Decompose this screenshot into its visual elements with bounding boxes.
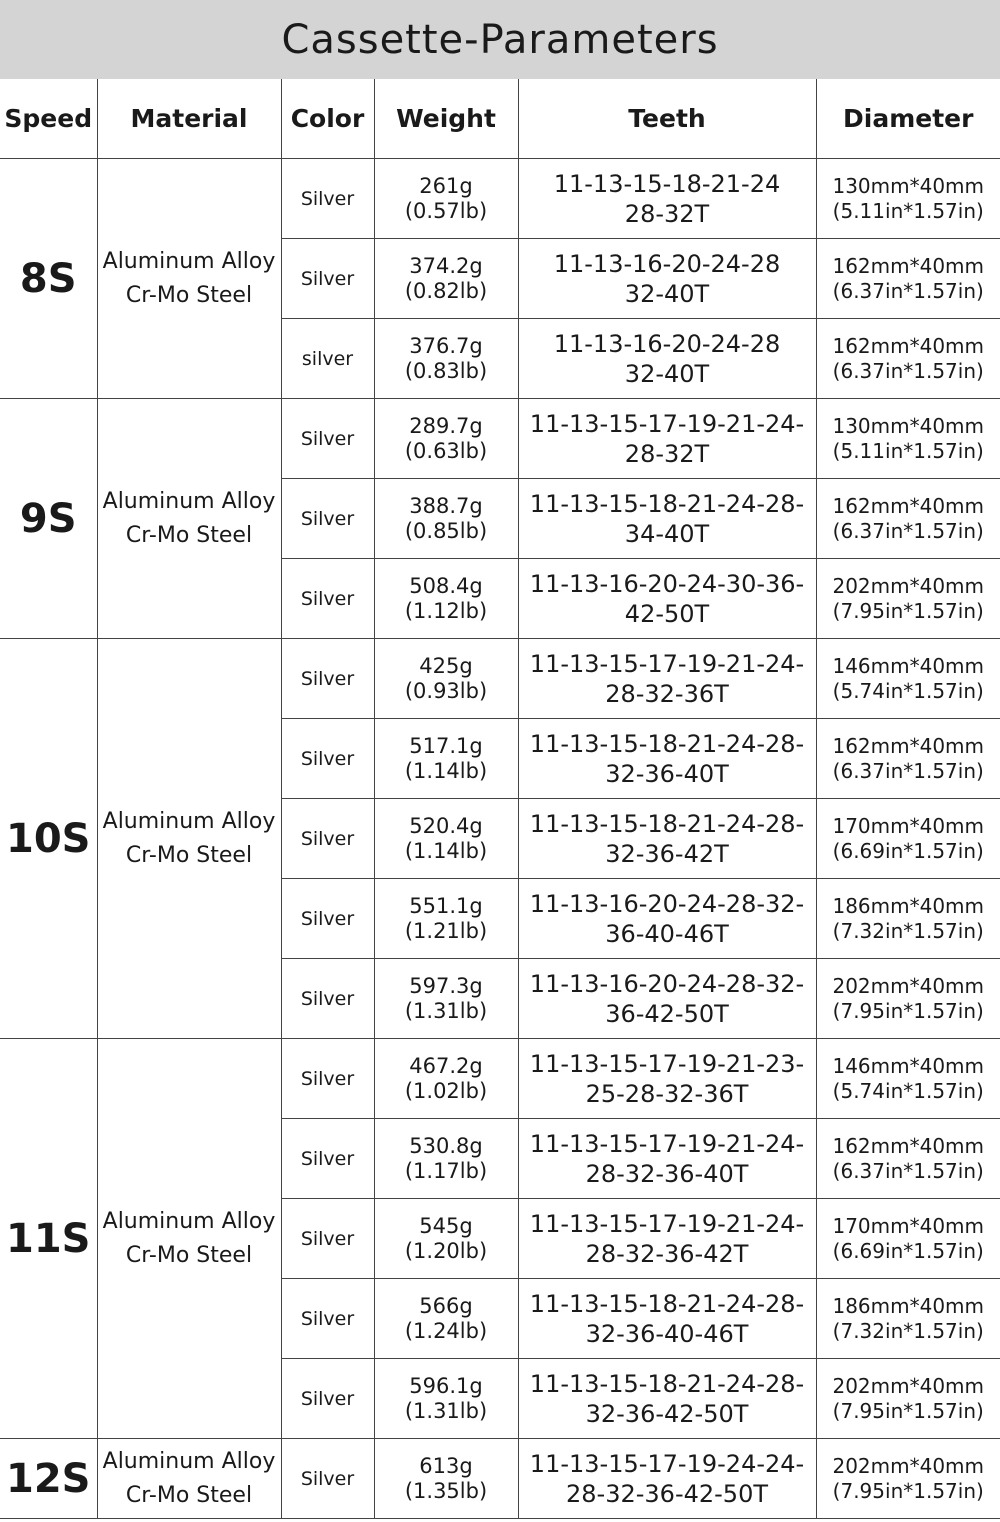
weight-pounds: (1.24lb) bbox=[404, 1318, 488, 1343]
teeth-line-1: 11-13-15-17-19-21-24- bbox=[529, 1129, 805, 1158]
teeth-line-2: 28-32-36-40T bbox=[585, 1159, 749, 1188]
teeth-line-1: 11-13-15-18-21-24-28- bbox=[529, 729, 805, 758]
weight-grams: 597.3g bbox=[409, 973, 483, 998]
diameter-mm: 202mm*40mm bbox=[832, 973, 985, 998]
color-cell: Silver bbox=[281, 399, 374, 479]
weight-cell bbox=[374, 719, 518, 799]
material-cell bbox=[97, 639, 281, 1039]
diameter-cell bbox=[816, 719, 1000, 799]
diameter-mm: 130mm*40mm bbox=[832, 413, 985, 438]
diameter-inches: (7.95in*1.57in) bbox=[832, 1398, 984, 1423]
diameter-inches: (6.37in*1.57in) bbox=[832, 518, 984, 543]
weight-cell bbox=[374, 1279, 518, 1359]
diameter-mm: 170mm*40mm bbox=[832, 813, 985, 838]
diameter-inches: (6.37in*1.57in) bbox=[832, 278, 984, 303]
table-row bbox=[0, 399, 1000, 479]
teeth-line-2: 28-32T bbox=[624, 199, 710, 228]
teeth-cell bbox=[518, 1359, 816, 1439]
diameter-cell bbox=[816, 559, 1000, 639]
material-primary: Aluminum Alloy bbox=[102, 488, 276, 514]
color-cell: Silver bbox=[281, 879, 374, 959]
teeth-cell bbox=[518, 719, 816, 799]
diameter-cell bbox=[816, 799, 1000, 879]
diameter-mm: 186mm*40mm bbox=[832, 893, 985, 918]
weight-cell bbox=[374, 479, 518, 559]
material-cell bbox=[97, 399, 281, 639]
color-cell: Silver bbox=[281, 1279, 374, 1359]
diameter-cell bbox=[816, 639, 1000, 719]
teeth-cell bbox=[518, 959, 816, 1039]
diameter-mm: 146mm*40mm bbox=[832, 1053, 985, 1078]
color-cell: Silver bbox=[281, 1199, 374, 1279]
weight-pounds: (1.21lb) bbox=[404, 918, 488, 943]
color-cell: Silver bbox=[281, 1439, 374, 1519]
diameter-inches: (6.69in*1.57in) bbox=[832, 1238, 984, 1263]
color-cell: Silver bbox=[281, 719, 374, 799]
diameter-mm: 202mm*40mm bbox=[832, 573, 985, 598]
diameter-mm: 162mm*40mm bbox=[832, 1133, 985, 1158]
teeth-line-2: 32-36-42T bbox=[605, 839, 729, 868]
diameter-cell bbox=[816, 879, 1000, 959]
material-primary: Aluminum Alloy bbox=[102, 1208, 276, 1234]
teeth-line-2: 32-40T bbox=[624, 279, 710, 308]
page-title: Cassette-Parameters bbox=[0, 0, 1000, 79]
diameter-mm: 162mm*40mm bbox=[832, 253, 985, 278]
color-cell: Silver bbox=[281, 959, 374, 1039]
weight-cell bbox=[374, 879, 518, 959]
weight-pounds: (0.63lb) bbox=[404, 438, 488, 463]
diameter-inches: (7.95in*1.57in) bbox=[832, 598, 984, 623]
weight-grams: 596.1g bbox=[409, 1373, 483, 1398]
material-secondary: Cr-Mo Steel bbox=[125, 1482, 253, 1508]
weight-cell bbox=[374, 159, 518, 239]
header-speed: Speed bbox=[0, 79, 97, 159]
color-cell: Silver bbox=[281, 159, 374, 239]
diameter-inches: (6.37in*1.57in) bbox=[832, 758, 984, 783]
diameter-mm: 162mm*40mm bbox=[832, 733, 985, 758]
teeth-line-1: 11-13-15-17-19-24-24- bbox=[529, 1449, 805, 1478]
color-cell: Silver bbox=[281, 239, 374, 319]
diameter-cell bbox=[816, 239, 1000, 319]
diameter-inches: (6.37in*1.57in) bbox=[832, 1158, 984, 1183]
diameter-inches: (5.74in*1.57in) bbox=[832, 1078, 984, 1103]
diameter-cell bbox=[816, 1119, 1000, 1199]
weight-pounds: (0.93lb) bbox=[404, 678, 488, 703]
diameter-inches: (7.32in*1.57in) bbox=[832, 1318, 984, 1343]
color-cell: Silver bbox=[281, 479, 374, 559]
table-row bbox=[0, 159, 1000, 239]
teeth-cell bbox=[518, 399, 816, 479]
diameter-mm: 130mm*40mm bbox=[832, 173, 985, 198]
color-cell: Silver bbox=[281, 1359, 374, 1439]
teeth-line-1: 11-13-15-18-21-24-28- bbox=[529, 1289, 805, 1318]
weight-cell bbox=[374, 799, 518, 879]
weight-cell bbox=[374, 1039, 518, 1119]
material-cell bbox=[97, 159, 281, 399]
teeth-line-1: 11-13-15-17-19-21-23- bbox=[529, 1049, 805, 1078]
teeth-line-1: 11-13-16-20-24-28 bbox=[553, 329, 781, 358]
teeth-line-2: 32-36-40-46T bbox=[585, 1319, 749, 1348]
weight-grams: 517.1g bbox=[409, 733, 483, 758]
weight-cell bbox=[374, 1359, 518, 1439]
weight-pounds: (1.31lb) bbox=[404, 1398, 488, 1423]
diameter-mm: 202mm*40mm bbox=[832, 1373, 985, 1398]
teeth-cell bbox=[518, 559, 816, 639]
teeth-line-1: 11-13-16-20-24-28-32- bbox=[529, 889, 805, 918]
weight-grams: 530.8g bbox=[409, 1133, 483, 1158]
teeth-cell bbox=[518, 1039, 816, 1119]
diameter-cell bbox=[816, 1199, 1000, 1279]
teeth-line-2: 28-32T bbox=[624, 439, 710, 468]
teeth-cell bbox=[518, 239, 816, 319]
speed-cell: 12S bbox=[0, 1439, 97, 1519]
diameter-inches: (5.11in*1.57in) bbox=[832, 198, 984, 223]
teeth-line-2: 32-40T bbox=[624, 359, 710, 388]
teeth-line-2: 28-32-36-42T bbox=[585, 1239, 749, 1268]
speed-cell: 10S bbox=[0, 639, 97, 1039]
weight-grams: 374.2g bbox=[409, 253, 483, 278]
teeth-line-1: 11-13-16-20-24-30-36- bbox=[529, 569, 805, 598]
diameter-mm: 146mm*40mm bbox=[832, 653, 985, 678]
teeth-line-1: 11-13-15-17-19-21-24- bbox=[529, 409, 805, 438]
weight-pounds: (1.14lb) bbox=[404, 838, 488, 863]
diameter-inches: (6.69in*1.57in) bbox=[832, 838, 984, 863]
teeth-cell bbox=[518, 1119, 816, 1199]
weight-grams: 551.1g bbox=[409, 893, 483, 918]
material-cell bbox=[97, 1439, 281, 1519]
material-primary: Aluminum Alloy bbox=[102, 248, 276, 274]
weight-grams: 467.2g bbox=[409, 1053, 483, 1078]
color-cell: Silver bbox=[281, 639, 374, 719]
diameter-mm: 170mm*40mm bbox=[832, 1213, 985, 1238]
diameter-cell bbox=[816, 1039, 1000, 1119]
weight-pounds: (1.02lb) bbox=[404, 1078, 488, 1103]
teeth-cell bbox=[518, 1279, 816, 1359]
material-primary: Aluminum Alloy bbox=[102, 1448, 276, 1474]
diameter-cell bbox=[816, 1439, 1000, 1519]
weight-grams: 566g bbox=[419, 1293, 473, 1318]
weight-grams: 613g bbox=[419, 1453, 473, 1478]
diameter-mm: 202mm*40mm bbox=[832, 1453, 985, 1478]
weight-pounds: (0.57lb) bbox=[404, 198, 488, 223]
diameter-inches: (6.37in*1.57in) bbox=[832, 358, 984, 383]
weight-pounds: (1.20lb) bbox=[404, 1238, 488, 1263]
speed-cell: 8S bbox=[0, 159, 97, 399]
teeth-line-1: 11-13-15-17-19-21-24- bbox=[529, 649, 805, 678]
header-diameter: Diameter bbox=[816, 79, 1000, 159]
teeth-cell bbox=[518, 319, 816, 399]
color-cell: Silver bbox=[281, 1039, 374, 1119]
weight-pounds: (1.14lb) bbox=[404, 758, 488, 783]
teeth-line-2: 36-42-50T bbox=[605, 999, 729, 1028]
diameter-inches: (7.95in*1.57in) bbox=[832, 1478, 984, 1503]
weight-grams: 388.7g bbox=[409, 493, 483, 518]
weight-cell bbox=[374, 1199, 518, 1279]
teeth-line-2: 34-40T bbox=[624, 519, 710, 548]
diameter-mm: 162mm*40mm bbox=[832, 493, 985, 518]
weight-cell bbox=[374, 1439, 518, 1519]
diameter-inches: (5.11in*1.57in) bbox=[832, 438, 984, 463]
header-color: Color bbox=[281, 79, 374, 159]
weight-pounds: (0.82lb) bbox=[404, 278, 488, 303]
teeth-line-1: 11-13-16-20-24-28 bbox=[553, 249, 781, 278]
material-cell bbox=[97, 1039, 281, 1439]
weight-grams: 508.4g bbox=[409, 573, 483, 598]
diameter-cell bbox=[816, 959, 1000, 1039]
teeth-line-2: 28-32-36-42-50T bbox=[566, 1479, 768, 1508]
teeth-line-2: 32-36-40T bbox=[605, 759, 729, 788]
weight-pounds: (1.35lb) bbox=[404, 1478, 488, 1503]
color-cell: silver bbox=[281, 319, 374, 399]
weight-grams: 425g bbox=[419, 653, 473, 678]
weight-grams: 376.7g bbox=[409, 333, 483, 358]
teeth-cell bbox=[518, 639, 816, 719]
color-cell: Silver bbox=[281, 799, 374, 879]
weight-pounds: (1.31lb) bbox=[404, 998, 488, 1023]
teeth-cell bbox=[518, 799, 816, 879]
weight-grams: 261g bbox=[419, 173, 473, 198]
weight-grams: 520.4g bbox=[409, 813, 483, 838]
color-cell: Silver bbox=[281, 559, 374, 639]
table-row bbox=[0, 1439, 1000, 1519]
teeth-line-2: 36-40-46T bbox=[605, 919, 729, 948]
diameter-cell bbox=[816, 399, 1000, 479]
weight-cell bbox=[374, 239, 518, 319]
diameter-inches: (7.32in*1.57in) bbox=[832, 918, 984, 943]
diameter-cell bbox=[816, 1359, 1000, 1439]
speed-cell: 11S bbox=[0, 1039, 97, 1439]
diameter-mm: 162mm*40mm bbox=[832, 333, 985, 358]
diameter-cell bbox=[816, 159, 1000, 239]
weight-cell bbox=[374, 319, 518, 399]
teeth-line-1: 11-13-15-17-19-21-24- bbox=[529, 1209, 805, 1238]
header-row bbox=[0, 79, 1000, 159]
weight-cell bbox=[374, 639, 518, 719]
material-primary: Aluminum Alloy bbox=[102, 808, 276, 834]
header-material: Material bbox=[97, 79, 281, 159]
parameters-table bbox=[0, 79, 1000, 1519]
header-weight: Weight bbox=[374, 79, 518, 159]
color-cell: Silver bbox=[281, 1119, 374, 1199]
teeth-line-1: 11-13-15-18-21-24-28- bbox=[529, 1369, 805, 1398]
diameter-inches: (5.74in*1.57in) bbox=[832, 678, 984, 703]
table-row bbox=[0, 639, 1000, 719]
teeth-line-2: 42-50T bbox=[624, 599, 710, 628]
diameter-cell bbox=[816, 1279, 1000, 1359]
weight-grams: 289.7g bbox=[409, 413, 483, 438]
teeth-line-1: 11-13-15-18-21-24 bbox=[553, 169, 781, 198]
weight-grams: 545g bbox=[419, 1213, 473, 1238]
weight-cell bbox=[374, 559, 518, 639]
teeth-line-1: 11-13-15-18-21-24-28- bbox=[529, 489, 805, 518]
teeth-cell bbox=[518, 479, 816, 559]
teeth-line-2: 25-28-32-36T bbox=[585, 1079, 749, 1108]
diameter-inches: (7.95in*1.57in) bbox=[832, 998, 984, 1023]
header-teeth: Teeth bbox=[518, 79, 816, 159]
weight-cell bbox=[374, 959, 518, 1039]
weight-pounds: (1.17lb) bbox=[404, 1158, 488, 1183]
teeth-cell bbox=[518, 159, 816, 239]
weight-pounds: (0.83lb) bbox=[404, 358, 488, 383]
teeth-cell bbox=[518, 879, 816, 959]
diameter-cell bbox=[816, 319, 1000, 399]
table-row bbox=[0, 1039, 1000, 1119]
diameter-mm: 186mm*40mm bbox=[832, 1293, 985, 1318]
teeth-cell bbox=[518, 1439, 816, 1519]
weight-cell bbox=[374, 1119, 518, 1199]
speed-cell: 9S bbox=[0, 399, 97, 639]
teeth-cell bbox=[518, 1199, 816, 1279]
material-secondary: Cr-Mo Steel bbox=[125, 282, 253, 308]
weight-cell bbox=[374, 399, 518, 479]
teeth-line-1: 11-13-16-20-24-28-32- bbox=[529, 969, 805, 998]
teeth-line-2: 28-32-36T bbox=[605, 679, 729, 708]
teeth-line-2: 32-36-42-50T bbox=[585, 1399, 749, 1428]
diameter-cell bbox=[816, 479, 1000, 559]
material-secondary: Cr-Mo Steel bbox=[125, 522, 253, 548]
material-secondary: Cr-Mo Steel bbox=[125, 842, 253, 868]
material-secondary: Cr-Mo Steel bbox=[125, 1242, 253, 1268]
weight-pounds: (1.12lb) bbox=[404, 598, 488, 623]
weight-pounds: (0.85lb) bbox=[404, 518, 488, 543]
teeth-line-1: 11-13-15-18-21-24-28- bbox=[529, 809, 805, 838]
